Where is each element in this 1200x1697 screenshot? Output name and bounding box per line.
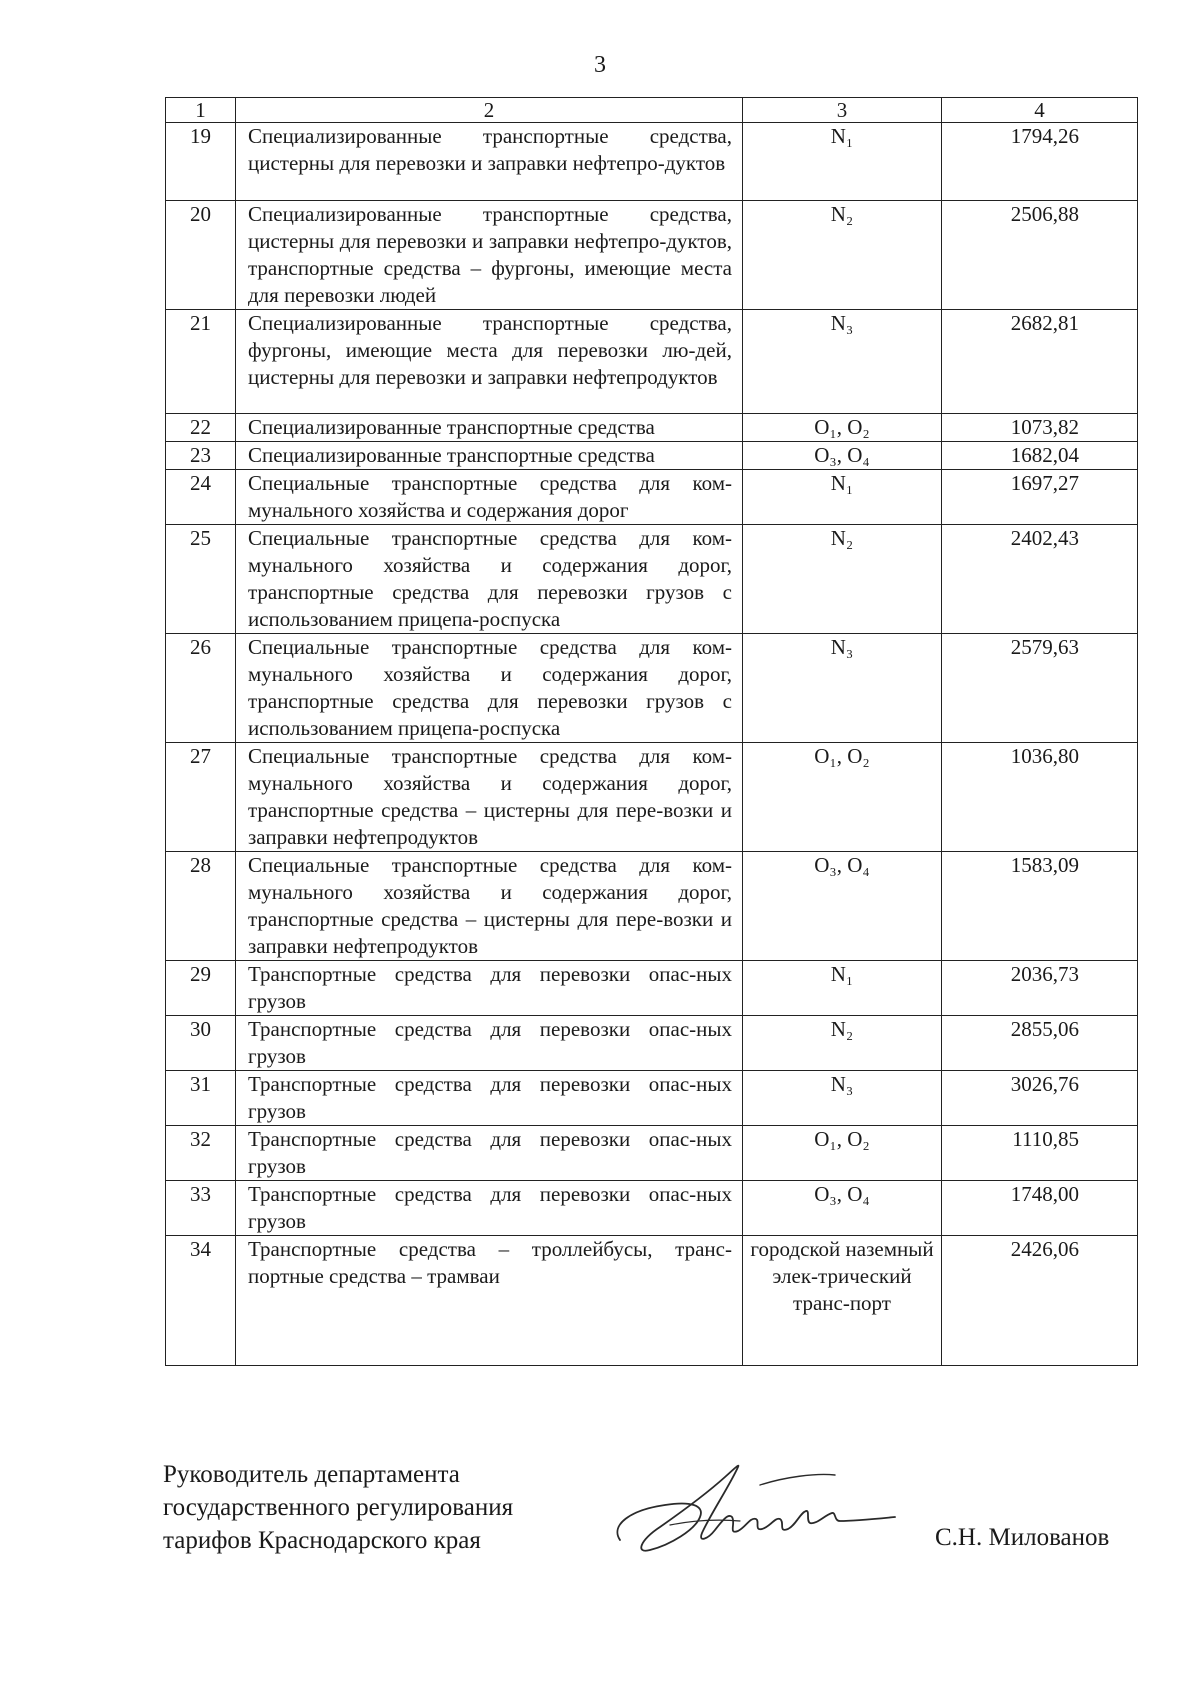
row-number: 34 (166, 1236, 236, 1366)
row-number: 33 (166, 1181, 236, 1236)
row-number: 24 (166, 470, 236, 525)
row-value: 1682,04 (942, 442, 1138, 470)
table-row (166, 1181, 1138, 1236)
row-category: N₃ (743, 310, 942, 414)
row-category: O₃, O₄ (743, 1181, 942, 1236)
table-row (166, 310, 1138, 414)
signer-name: С.Н. Милованов (935, 1524, 1110, 1551)
table-row (166, 1126, 1138, 1181)
row-category: N₁ (743, 123, 942, 201)
header-cell: 4 (942, 98, 1138, 123)
table-row (166, 525, 1138, 634)
row-number: 22 (166, 414, 236, 442)
row-number: 31 (166, 1071, 236, 1126)
row-category: N₂ (743, 525, 942, 634)
row-number: 23 (166, 442, 236, 470)
table-row (166, 1016, 1138, 1071)
row-category: O₃, O₄ (743, 442, 942, 470)
row-number: 27 (166, 743, 236, 852)
row-value: 2506,88 (942, 201, 1138, 310)
row-number: 20 (166, 201, 236, 310)
row-number: 19 (166, 123, 236, 201)
row-description: Специализированные транспортные средства, цистерны для перевозки и заправки нефтепро-дуктов, транспортные средства – фургоны, имеющие места для перевозки людей (236, 201, 743, 310)
row-value: 2426,06 (942, 1236, 1138, 1366)
row-number: 25 (166, 525, 236, 634)
signature-title-line: тарифов Краснодарского края (163, 1527, 481, 1554)
table-row (166, 201, 1138, 310)
row-value: 1748,00 (942, 1181, 1138, 1236)
row-category: O₁, O₂ (743, 1126, 942, 1181)
row-category: N₁ (743, 470, 942, 525)
row-category: O₃, O₄ (743, 852, 942, 961)
row-category: N₂ (743, 1016, 942, 1071)
table-row (166, 961, 1138, 1016)
row-value: 2402,43 (942, 525, 1138, 634)
row-number: 29 (166, 961, 236, 1016)
row-category: N₂ (743, 201, 942, 310)
table-row (166, 414, 1138, 442)
table-row (166, 634, 1138, 743)
row-category: N₃ (743, 1071, 942, 1126)
row-value: 1110,85 (942, 1126, 1138, 1181)
table-row (166, 1071, 1138, 1126)
row-category: городской наземный элек-трический транс-порт (743, 1236, 942, 1366)
row-description: Специальные транспортные средства для ком-мунального хозяйства и содержания дорог, транспортные средства для перевозки грузов с использованием прицепа-роспуска (236, 525, 743, 634)
table-row (166, 123, 1138, 201)
row-description: Специальные транспортные средства для ком-мунального хозяйства и содержания дорог, транспортные средства для перевозки грузов с использованием прицепа-роспуска (236, 634, 743, 743)
row-value: 1073,82 (942, 414, 1138, 442)
row-description: Специальные транспортные средства для ком-мунального хозяйства и содержания дорог, транспортные средства – цистерны для пере-возки и заправки нефтепродуктов (236, 852, 743, 961)
tariff-table (165, 97, 1138, 1366)
row-value: 1036,80 (942, 743, 1138, 852)
row-description: Транспортные средства для перевозки опас-ных грузов (236, 1181, 743, 1236)
row-value: 2579,63 (942, 634, 1138, 743)
row-value: 1583,09 (942, 852, 1138, 961)
table-row (166, 470, 1138, 525)
row-number: 30 (166, 1016, 236, 1071)
handwritten-signature (610, 1455, 900, 1565)
table-row (166, 442, 1138, 470)
row-description: Транспортные средства для перевозки опас-ных грузов (236, 1126, 743, 1181)
row-number: 32 (166, 1126, 236, 1181)
table-row (166, 852, 1138, 961)
row-category: O₁, O₂ (743, 414, 942, 442)
header-cell: 3 (743, 98, 942, 123)
row-description: Специальные транспортные средства для ком-мунального хозяйства и содержания дорог, транспортные средства – цистерны для пере-возки и заправки нефтепродуктов (236, 743, 743, 852)
row-category: O₁, O₂ (743, 743, 942, 852)
row-value: 1697,27 (942, 470, 1138, 525)
row-description: Транспортные средства – троллейбусы, транс-портные средства – трамваи (236, 1236, 743, 1366)
row-value: 2855,06 (942, 1016, 1138, 1071)
header-cell: 2 (236, 98, 743, 123)
row-description: Специализированные транспортные средства (236, 414, 743, 442)
row-description: Транспортные средства для перевозки опас-ных грузов (236, 1016, 743, 1071)
header-cell: 1 (166, 98, 236, 123)
row-description: Специализированные транспортные средства, цистерны для перевозки и заправки нефтепро-дуктов (236, 123, 743, 201)
signature-title (163, 1458, 513, 1557)
table-header-row (166, 98, 1138, 123)
signature-title-line: государственного регулирования (163, 1494, 514, 1521)
table-row (166, 1236, 1138, 1366)
row-number: 26 (166, 634, 236, 743)
row-description: Специальные транспортные средства для ком-мунального хозяйства и содержания дорог (236, 470, 743, 525)
row-category: N₁ (743, 961, 942, 1016)
signature-title-line: Руководитель департамента (163, 1461, 460, 1488)
row-description: Транспортные средства для перевозки опас-ных грузов (236, 961, 743, 1016)
row-number: 28 (166, 852, 236, 961)
row-category: N₃ (743, 634, 942, 743)
row-value: 1794,26 (942, 123, 1138, 201)
row-description: Транспортные средства для перевозки опас-ных грузов (236, 1071, 743, 1126)
row-number: 21 (166, 310, 236, 414)
table-row (166, 743, 1138, 852)
row-value: 3026,76 (942, 1071, 1138, 1126)
row-description: Специализированные транспортные средства (236, 442, 743, 470)
page-number: 3 (594, 52, 606, 78)
row-value: 2682,81 (942, 310, 1138, 414)
row-value: 2036,73 (942, 961, 1138, 1016)
row-description: Специализированные транспортные средства, фургоны, имеющие места для перевозки лю-дей, цистерны для перевозки и заправки нефтепродуктов (236, 310, 743, 414)
